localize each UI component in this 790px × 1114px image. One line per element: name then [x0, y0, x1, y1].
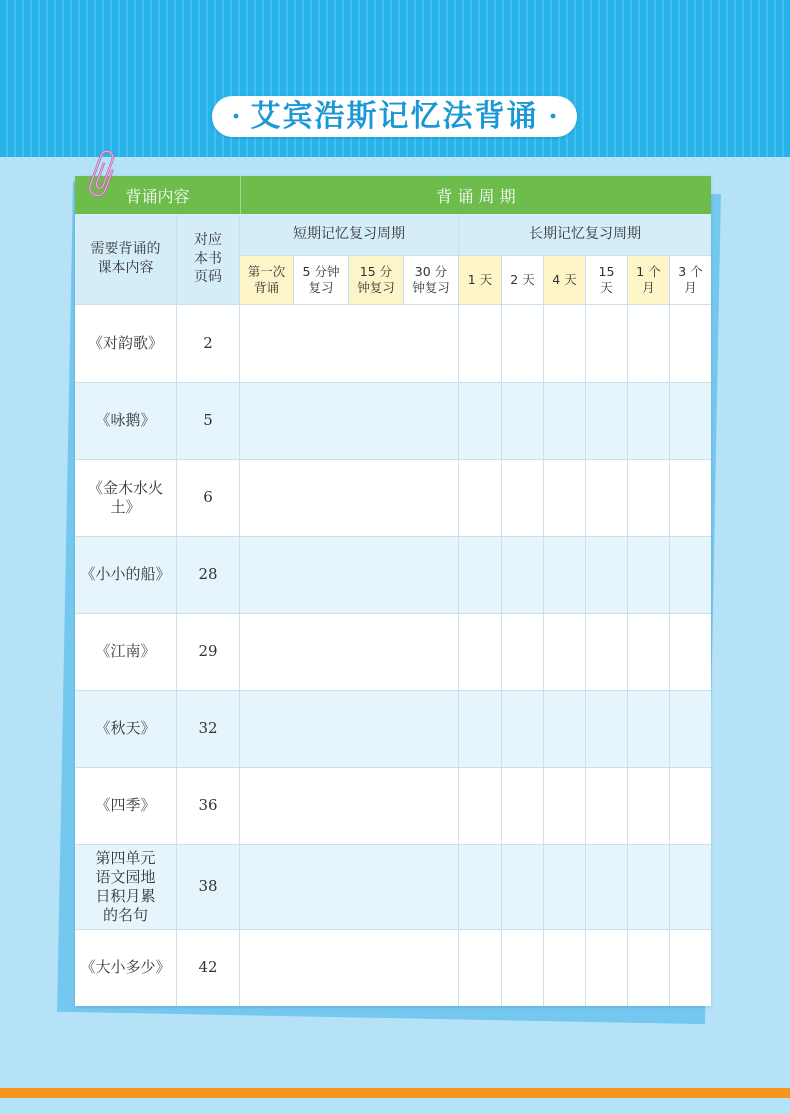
title-banner [212, 96, 577, 137]
recite-content-cell: 《金木水火 土》 [75, 460, 177, 537]
short-term-review-blank [240, 460, 459, 537]
recite-content-cell: 第四单元 语文园地 日积月累 的名句 [75, 845, 177, 930]
recite-content-cell: 《江南》 [75, 614, 177, 691]
review-1-day-blank [459, 930, 502, 1006]
review-4-day-blank [544, 691, 586, 768]
review-4-day-blank [544, 305, 586, 383]
review-1-month-blank [628, 383, 670, 460]
review-1-day-blank [459, 845, 502, 930]
review-4-day-blank [544, 383, 586, 460]
review-2-day-blank [502, 845, 544, 930]
page-number-cell: 28 [177, 537, 240, 614]
page-number-cell: 36 [177, 768, 240, 845]
page-number-cell: 29 [177, 614, 240, 691]
review-2-day-blank [502, 383, 544, 460]
review-4-day-blank [544, 768, 586, 845]
page-number-cell: 6 [177, 460, 240, 537]
title-dot-right: · [548, 101, 558, 132]
col-header-15-min: 15 分 钟复习 [349, 256, 404, 305]
review-15-day-blank [586, 460, 628, 537]
review-3-month-blank [670, 537, 711, 614]
short-term-review-blank [240, 930, 459, 1006]
recite-content-cell: 《小小的船》 [75, 537, 177, 614]
review-15-day-blank [586, 930, 628, 1006]
col-header-first-recite: 第一次 背诵 [240, 256, 294, 305]
review-1-day-blank [459, 768, 502, 845]
review-3-month-blank [670, 768, 711, 845]
recite-content-cell: 《对韵歌》 [75, 305, 177, 383]
review-1-day-blank [459, 691, 502, 768]
recite-content-cell: 《大小多少》 [75, 930, 177, 1006]
col-header-4-day: 4 天 [544, 256, 586, 305]
group-header-long-term: 长期记忆复习周期 [459, 214, 711, 256]
review-schedule-table [75, 176, 711, 1006]
review-3-month-blank [670, 930, 711, 1006]
review-2-day-blank [502, 460, 544, 537]
review-4-day-blank [544, 845, 586, 930]
short-term-review-blank [240, 383, 459, 460]
page-number-cell: 2 [177, 305, 240, 383]
review-1-day-blank [459, 614, 502, 691]
short-term-review-blank [240, 305, 459, 383]
review-4-day-blank [544, 930, 586, 1006]
review-3-month-blank [670, 614, 711, 691]
review-15-day-blank [586, 614, 628, 691]
group-header-short-term: 短期记忆复习周期 [240, 214, 459, 256]
col-header-15-day: 15 天 [586, 256, 628, 305]
review-1-day-blank [459, 383, 502, 460]
col-header-2-day: 2 天 [502, 256, 544, 305]
page-number-cell: 38 [177, 845, 240, 930]
col-header-1-month: 1 个 月 [628, 256, 670, 305]
table-row [75, 460, 711, 537]
review-1-month-blank [628, 305, 670, 383]
header-recite-content: 背诵内容 [75, 176, 240, 214]
review-3-month-blank [670, 305, 711, 383]
review-1-month-blank [628, 930, 670, 1006]
col-header-content: 需要背诵的 课本内容 [75, 214, 177, 305]
review-1-day-blank [459, 305, 502, 383]
review-2-day-blank [502, 537, 544, 614]
review-1-month-blank [628, 537, 670, 614]
table-row [75, 305, 711, 383]
review-3-month-blank [670, 383, 711, 460]
col-header-3-month: 3 个 月 [670, 256, 711, 305]
review-1-month-blank [628, 768, 670, 845]
table-row [75, 691, 711, 768]
page-number-cell: 32 [177, 691, 240, 768]
review-4-day-blank [544, 537, 586, 614]
review-3-month-blank [670, 845, 711, 930]
review-3-month-blank [670, 460, 711, 537]
review-2-day-blank [502, 768, 544, 845]
short-term-review-blank [240, 845, 459, 930]
bottom-accent-bar [0, 1088, 790, 1098]
review-2-day-blank [502, 930, 544, 1006]
review-1-day-blank [459, 460, 502, 537]
table-row [75, 614, 711, 691]
review-15-day-blank [586, 383, 628, 460]
col-header-30-min: 30 分 钟复习 [404, 256, 459, 305]
review-2-day-blank [502, 614, 544, 691]
short-term-review-blank [240, 614, 459, 691]
recite-content-cell: 《秋天》 [75, 691, 177, 768]
review-15-day-blank [586, 537, 628, 614]
review-4-day-blank [544, 460, 586, 537]
title-dot-left: · [231, 101, 241, 132]
table-row [75, 768, 711, 845]
review-1-day-blank [459, 537, 502, 614]
review-2-day-blank [502, 305, 544, 383]
table-row [75, 383, 711, 460]
short-term-review-blank [240, 768, 459, 845]
short-term-review-blank [240, 691, 459, 768]
review-1-month-blank [628, 845, 670, 930]
review-15-day-blank [586, 845, 628, 930]
recite-content-cell: 《四季》 [75, 768, 177, 845]
col-header-1-day: 1 天 [459, 256, 502, 305]
review-1-month-blank [628, 460, 670, 537]
review-1-month-blank [628, 614, 670, 691]
page-number-cell: 42 [177, 930, 240, 1006]
col-header-page: 对应 本书 页码 [177, 214, 240, 305]
review-2-day-blank [502, 691, 544, 768]
review-15-day-blank [586, 691, 628, 768]
col-header-5-min: 5 分钟 复习 [294, 256, 349, 305]
table-row [75, 537, 711, 614]
review-15-day-blank [586, 305, 628, 383]
short-term-review-blank [240, 537, 459, 614]
review-15-day-blank [586, 768, 628, 845]
header-recite-cycle: 背 诵 周 期 [240, 176, 711, 214]
review-1-month-blank [628, 691, 670, 768]
page-number-cell: 5 [177, 383, 240, 460]
table-row [75, 845, 711, 930]
table-row [75, 930, 711, 1006]
review-3-month-blank [670, 691, 711, 768]
review-4-day-blank [544, 614, 586, 691]
recite-content-cell: 《咏鹅》 [75, 383, 177, 460]
page-title: 艾宾浩斯记忆法背诵 [250, 98, 539, 134]
